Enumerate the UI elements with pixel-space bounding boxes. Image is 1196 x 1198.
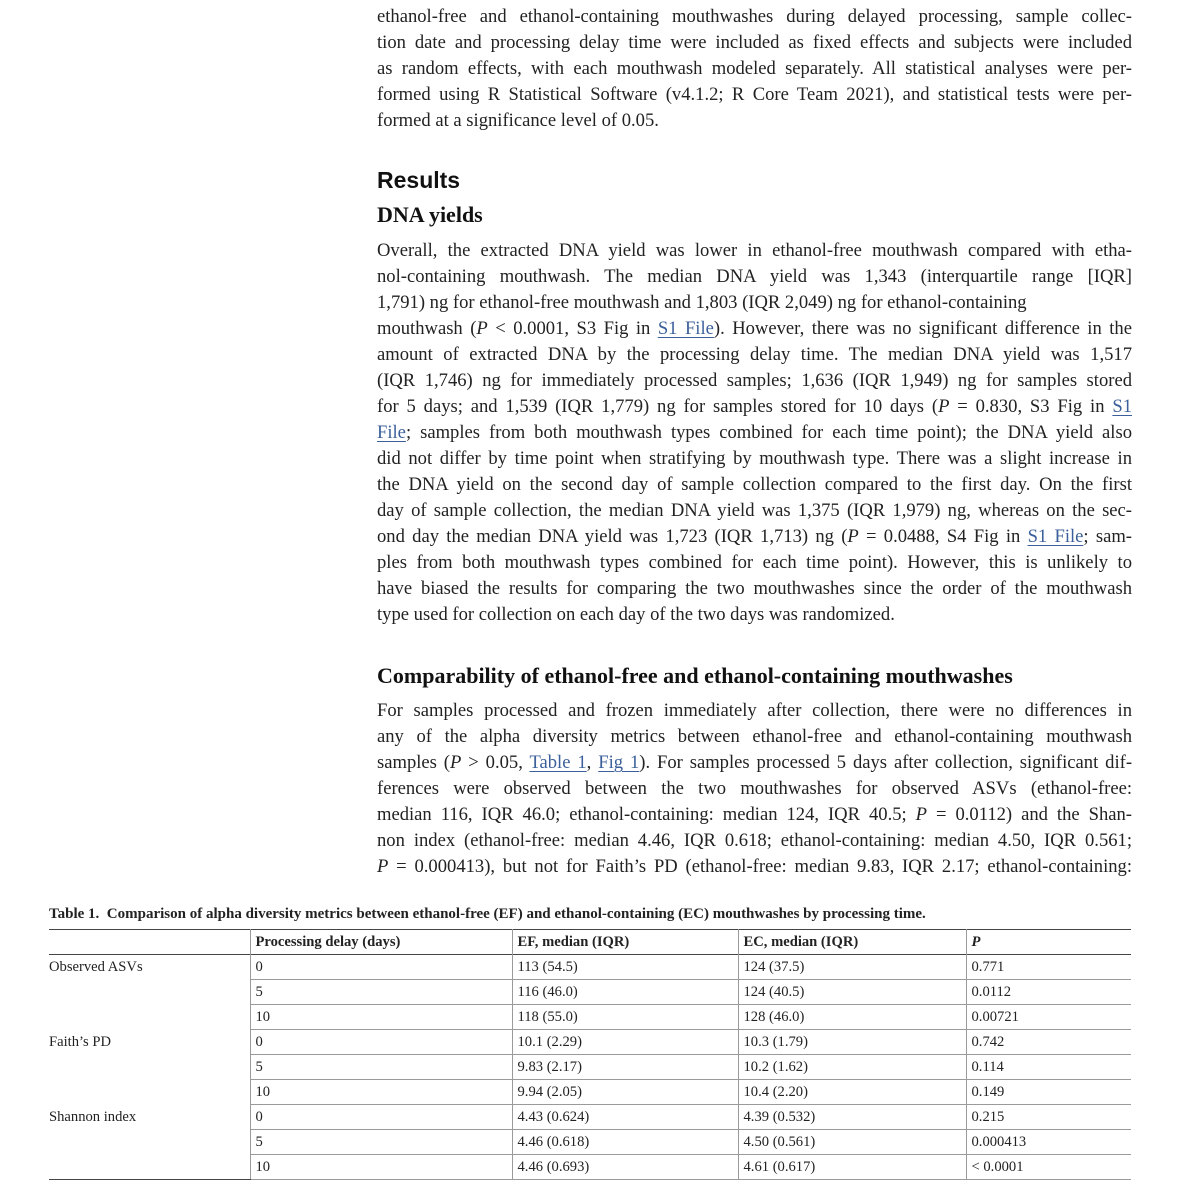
text-line: type used for collection on each day of the two days was randomized. <box>377 604 895 625</box>
text-line: the DNA yield on the second day of sample collection compared to the first day. On the first <box>377 474 1132 495</box>
text-line: ferences were observed between the two mouthwashes for observed ASVs (ethanol-free: <box>377 778 1132 799</box>
p-cell: 0.114 <box>966 1055 1131 1080</box>
table-row <box>49 1105 1131 1130</box>
delay-cell: 10 <box>250 1080 512 1105</box>
delay-cell: 5 <box>250 1055 512 1080</box>
delay-cell: 5 <box>250 1130 512 1155</box>
ef-cell: 113 (54.5) <box>512 955 738 980</box>
s1-file-link[interactable]: S1 File <box>657 318 714 339</box>
text-line: 1,791) ng for ethanol-free mouthwash and 1,803 (IQR 2,049) ng for ethanol-containing <box>377 292 1027 313</box>
header-metric <box>49 930 250 955</box>
metric-cell <box>49 1155 250 1180</box>
table-header-row <box>49 930 1131 955</box>
delay-cell: 0 <box>250 1105 512 1130</box>
metric-cell <box>49 980 250 1005</box>
p-cell: 0.000413 <box>966 1130 1131 1155</box>
delay-cell: 10 <box>250 1155 512 1180</box>
metric-cell <box>49 1005 250 1030</box>
text-line: did not differ by time point when stratifying by mouthwash type. There was a slight increase in <box>377 448 1132 469</box>
s1-file-link[interactable]: S1 File <box>1027 526 1084 547</box>
text-line: formed at a significance level of 0.05. <box>377 110 659 131</box>
p-cell: 0.0112 <box>966 980 1131 1005</box>
text-line: Overall, the extracted DNA yield was lower in ethanol-free mouthwash compared with etha- <box>377 240 1132 261</box>
comparability-paragraph <box>377 698 1132 880</box>
text-line: ethanol-free and ethanol-containing mouthwashes during delayed processing, sample collec- <box>377 6 1132 27</box>
ec-cell: 10.3 (1.79) <box>738 1030 966 1055</box>
ef-cell: 9.94 (2.05) <box>512 1080 738 1105</box>
ec-cell: 4.61 (0.617) <box>738 1155 966 1180</box>
text-line: ond day the median DNA yield was 1,723 (IQR 1,713) ng (P = 0.0488, S4 Fig in S1 File; sam- <box>377 526 1132 547</box>
intro-paragraph <box>377 4 1132 134</box>
table-row <box>49 1030 1131 1055</box>
ef-cell: 4.43 (0.624) <box>512 1105 738 1130</box>
ec-cell: 128 (46.0) <box>738 1005 966 1030</box>
header-ef: EF, median (IQR) <box>512 930 738 955</box>
alpha-diversity-table <box>49 929 1131 1180</box>
text-line: amount of extracted DNA by the processing delay time. The median DNA yield was 1,517 <box>377 344 1132 365</box>
table-row <box>49 1005 1131 1030</box>
text-line: ples from both mouthwash types combined for each time point). However, this is unlikely to <box>377 552 1132 573</box>
p-cell: 0.742 <box>966 1030 1131 1055</box>
text-line: non index (ethanol-free: median 4.46, IQR 0.618; ethanol-containing: median 4.50, IQR 0.561; <box>377 830 1132 851</box>
text-line: as random effects, with each mouthwash modeled separately. All statistical analyses were per- <box>377 58 1132 79</box>
text-line: median 116, IQR 46.0; ethanol-containing: median 124, IQR 40.5; P = 0.0112) and the Shan- <box>377 804 1132 825</box>
delay-cell: 0 <box>250 955 512 980</box>
results-heading: Results <box>377 167 461 193</box>
table-caption: Table 1. Comparison of alpha diversity metrics between ethanol-free (EF) and ethanol-containing (EC) mouthwashes by processing time. <box>49 906 926 922</box>
comparability-heading: Comparability of ethanol-free and ethanol-containing mouthwashes <box>377 663 1013 688</box>
delay-cell: 5 <box>250 980 512 1005</box>
dna-yields-heading: DNA yields <box>377 202 483 227</box>
ef-cell: 4.46 (0.618) <box>512 1130 738 1155</box>
text-line: have biased the results for comparing the two mouthwashes since the order of the mouthwash <box>377 578 1132 599</box>
ec-cell: 4.50 (0.561) <box>738 1130 966 1155</box>
dna-yields-paragraph <box>377 238 1132 628</box>
metric-cell: Observed ASVs <box>49 959 143 976</box>
text-line: mouthwash (P < 0.0001, S3 Fig in S1 File). However, there was no significant difference in the <box>377 318 1132 339</box>
metric-cell <box>49 1130 250 1155</box>
text-line: any of the alpha diversity metrics between ethanol-free and ethanol-containing mouthwash <box>377 726 1132 747</box>
ef-cell: 10.1 (2.29) <box>512 1030 738 1055</box>
p-cell: 0.215 <box>966 1105 1131 1130</box>
text-line: tion date and processing delay time were included as fixed effects and subjects were included <box>377 32 1132 53</box>
text-line: P = 0.000413), but not for Faith’s PD (ethanol-free: median 9.83, IQR 2.17; ethanol-containing: <box>377 856 1132 877</box>
ef-cell: 118 (55.0) <box>512 1005 738 1030</box>
ec-cell: 4.39 (0.532) <box>738 1105 966 1130</box>
p-cell: 0.149 <box>966 1080 1131 1105</box>
p-cell: 0.771 <box>966 955 1131 980</box>
ef-cell: 116 (46.0) <box>512 980 738 1005</box>
fig-1-link[interactable]: Fig 1 <box>598 752 640 773</box>
header-p: P <box>966 930 1131 955</box>
table-row <box>49 1080 1131 1105</box>
metric-cell <box>49 1080 250 1105</box>
table-row <box>49 955 1131 980</box>
metric-cell <box>49 1055 250 1080</box>
table-row <box>49 1130 1131 1155</box>
text-line: formed using R Statistical Software (v4.1.2; R Core Team 2021), and statistical tests were per- <box>377 84 1132 105</box>
text-line: File; samples from both mouthwash types combined for each time point); the DNA yield also <box>377 422 1132 443</box>
table-row <box>49 980 1131 1005</box>
text-line: samples (P > 0.05, Table 1, Fig 1). For samples processed 5 days after collection, significant dif- <box>377 752 1133 773</box>
delay-cell: 10 <box>250 1005 512 1030</box>
header-ec: EC, median (IQR) <box>738 930 966 955</box>
header-delay: Processing delay (days) <box>250 930 512 955</box>
text-line: for 5 days; and 1,539 (IQR 1,779) ng for samples stored for 10 days (P = 0.830, S3 Fig in S1 <box>377 396 1132 417</box>
text-line: (IQR 1,746) ng for immediately processed samples; 1,636 (IQR 1,949) ng for samples stored <box>377 370 1132 391</box>
text-line: For samples processed and frozen immediately after collection, there were no differences in <box>377 700 1132 721</box>
ec-cell: 10.2 (1.62) <box>738 1055 966 1080</box>
ef-cell: 9.83 (2.17) <box>512 1055 738 1080</box>
ec-cell: 124 (40.5) <box>738 980 966 1005</box>
table-1-link[interactable]: Table 1 <box>529 752 587 773</box>
ec-cell: 10.4 (2.20) <box>738 1080 966 1105</box>
metric-cell: Faith’s PD <box>49 1034 112 1050</box>
delay-cell: 0 <box>250 1030 512 1055</box>
s1-file-link[interactable]: S1 <box>1112 396 1132 417</box>
p-cell: < 0.0001 <box>966 1155 1131 1180</box>
s1-file-link[interactable]: File <box>377 422 406 443</box>
p-cell: 0.00721 <box>966 1005 1131 1030</box>
table-row <box>49 1155 1131 1180</box>
metric-cell: Shannon index <box>49 1109 137 1125</box>
ef-cell: 4.46 (0.693) <box>512 1155 738 1180</box>
text-line: day of sample collection, the median DNA yield was 1,375 (IQR 1,979) ng, whereas on the sec- <box>377 500 1132 521</box>
text-line: nol-containing mouthwash. The median DNA yield was 1,343 (interquartile range [IQR] <box>377 266 1132 287</box>
table-row <box>49 1055 1131 1080</box>
ec-cell: 124 (37.5) <box>738 955 966 980</box>
